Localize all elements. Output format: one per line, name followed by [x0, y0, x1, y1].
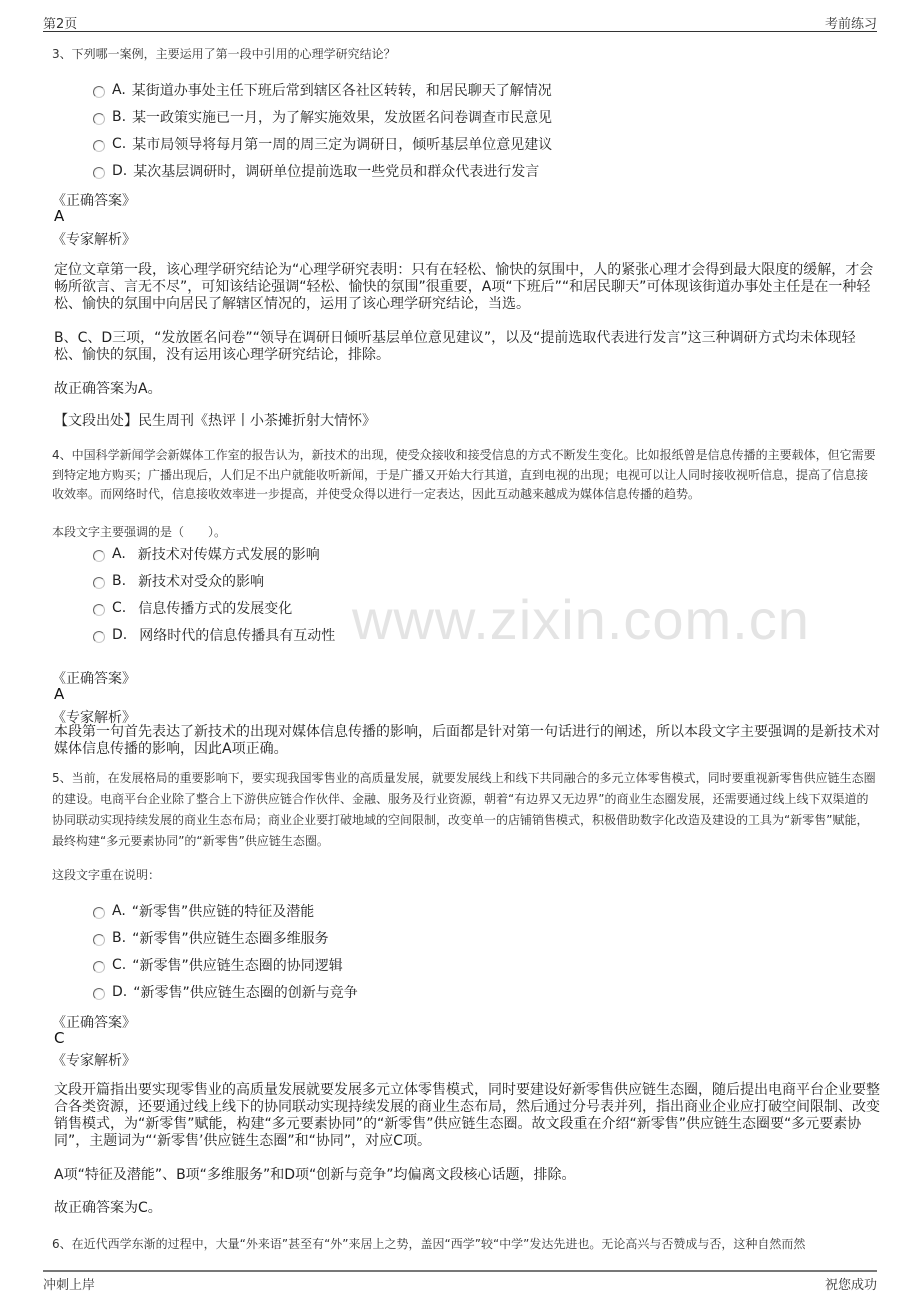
- radio-icon[interactable]: [93, 550, 105, 562]
- question-5-stem: 5、当前，在发展格局的重要影响下，要实现我国零售业的高质量发展，就要发展线上和线下共同融合的多元立体零售模式，同时要重视新零售供应链生态圈的建设。电商平台企业除了整合上下游供应链合作伙伴、金融、服务及行业资源，朝着“有边界又无边界”的商业生态圈发展，还需要通过线上线下双渠道的协同联动实现持续发展的商业生态布局；商业企业要打破地域的空间限制，改变单一的店铺销售模式，积极借助数字化改造及建设的工具为“新零售”赋能，最终构建“多元要素协同”的“新零售”供应链生态圈。: [52, 771, 876, 848]
- question-4-analysis-label: 《专家解析》: [52, 710, 136, 726]
- radio-icon[interactable]: [93, 604, 105, 616]
- question-5-analysis-label: 《专家解析》: [52, 1053, 136, 1069]
- question-5-analysis-p3: 故正确答案为C。: [54, 1200, 162, 1216]
- question-3-analysis-label: 《专家解析》: [52, 232, 136, 248]
- radio-icon[interactable]: [93, 988, 105, 1000]
- radio-icon[interactable]: [93, 113, 105, 125]
- question-3-answer-label: 《正确答案》: [52, 193, 136, 209]
- radio-icon[interactable]: [93, 907, 105, 919]
- footer-left-text: 冲刺上岸: [43, 1278, 96, 1293]
- question-4-option-a[interactable]: A. 新技术对传媒方式发展的影响: [93, 543, 320, 565]
- question-3-analysis-p2: B、C、D三项，“发放匿名问卷”“领导在调研日倾听基层单位意见建议”，以及“提前选取代表进行发言”这三种调研方式均未体现轻松、愉快的氛围，没有运用该心理学研究结论，排除。: [54, 330, 856, 363]
- question-5-option-b[interactable]: B. “新零售”供应链生态圈多维服务: [93, 927, 329, 949]
- question-4-option-b[interactable]: B. 新技术对受众的影响: [93, 570, 264, 592]
- page-number: 第2页: [43, 17, 78, 32]
- radio-icon[interactable]: [93, 86, 105, 98]
- radio-icon[interactable]: [93, 934, 105, 946]
- question-3-option-b[interactable]: B. 某一政策实施已一月，为了解实施效果，发放匿名问卷调查市民意见: [93, 106, 552, 128]
- radio-icon[interactable]: [93, 961, 105, 973]
- question-3-analysis-p3: 故正确答案为A。: [54, 381, 162, 397]
- question-4-answer: A: [54, 685, 65, 703]
- footer-right-text: 祝您成功: [824, 1278, 877, 1293]
- question-5-analysis-p2: A项“特征及潜能”、B项“多维服务”和D项“创新与竞争”均偏离文段核心话题，排除。: [54, 1167, 576, 1183]
- question-3-analysis-p1: 定位文章第一段，该心理学研究结论为“心理学研究表明：只有在轻松、愉快的氛围中，人的紧张心理才会得到最大限度的缓解，才会畅所欲言、言无不尽”，可知该结论强调“轻松、愉快的氛围”很重要，A项“下班后”“和居民聊天”可体现该街道办事处主任是在一种轻松、愉快的氛围中向居民了解辖区情况的，运用了该心理学研究结论，当选。: [54, 262, 874, 312]
- radio-icon[interactable]: [93, 631, 105, 643]
- page-footer: [43, 1270, 877, 1293]
- question-4-option-c[interactable]: C. 信息传播方式的发展变化: [93, 597, 292, 619]
- question-4-option-d[interactable]: D. 网络时代的信息传播具有互动性: [93, 624, 335, 646]
- question-5-option-c[interactable]: C. “新零售”供应链生态圈的协同逻辑: [93, 954, 343, 976]
- page-header: [43, 12, 877, 32]
- question-5-option-a[interactable]: A. “新零售”供应链的特征及潜能: [93, 900, 314, 922]
- watermark: www.zixin.com.cn: [352, 588, 810, 651]
- radio-icon[interactable]: [93, 140, 105, 152]
- question-4-analysis-p1: 本段第一句首先表达了新技术的出现对媒体信息传播的影响，后面都是针对第一句话进行的阐述，所以本段文字主要强调的是新技术对媒体信息传播的影响，因此A项正确。: [54, 724, 880, 757]
- header-title: 考前练习: [824, 17, 877, 32]
- question-4-stem: 4、中国科学新闻学会新媒体工作室的报告认为，新技术的出现，使受众接收和接受信息的方式不断发生变化。比如报纸曾是信息传播的主要载体，但它需要到特定地方购买；广播出现后，人们足不出户就能收听新闻，于是广播又开始大行其道，直到电视的出现；电视可以让人同时接收视听信息，提高了信息接收效率。而网络时代，信息接收效率进一步提高，并使受众得以进行一定表达，因此互动越来越成为媒体信息传播的趋势。: [52, 448, 876, 501]
- question-3-answer: A: [54, 207, 65, 225]
- question-4-prompt: 本段文字主要强调的是（ ）。: [52, 525, 227, 539]
- question-3-option-c[interactable]: C. 某市局领导将每月第一周的周三定为调研日，倾听基层单位意见建议: [93, 133, 552, 155]
- question-3-source: 【文段出处】民生周刊《热评丨小茶摊折射大情怀》: [54, 413, 376, 429]
- question-5-answer: C: [54, 1029, 65, 1047]
- radio-icon[interactable]: [93, 577, 105, 589]
- question-5-analysis-p1: 文段开篇指出要实现零售业的高质量发展就要发展多元立体零售模式，同时要建设好新零售供应链生态圈，随后提出电商平台企业要整合各类资源，还要通过线上线下的协同联动实现持续发展的商业生态布局，然后通过分号表并列，指出商业企业应打破空间限制、改变销售模式，为“新零售”赋能，构建“多元要素协同”的“新零售”供应链生态圈。故文段重在介绍“新零售”供应链生态圈要“多元要素协同”，主题词为“‘新零售’供应链生态圈”和“协同”，对应C项。: [54, 1082, 880, 1149]
- radio-icon[interactable]: [93, 167, 105, 179]
- question-5-answer-label: 《正确答案》: [52, 1015, 136, 1031]
- question-5-option-d[interactable]: D. “新零售”供应链生态圈的创新与竞争: [93, 981, 358, 1003]
- question-3-stem: 3、下列哪一案例，主要运用了第一段中引用的心理学研究结论？: [52, 47, 396, 61]
- question-4-answer-label: 《正确答案》: [52, 671, 136, 687]
- question-3-option-a[interactable]: A. 某街道办事处主任下班后常到辖区各社区转转，和居民聊天了解情况: [93, 79, 552, 101]
- question-3-option-d[interactable]: D. 某次基层调研时，调研单位提前选取一些党员和群众代表进行发言: [93, 160, 539, 182]
- question-5-prompt: 这段文字重在说明：: [52, 868, 161, 882]
- question-6-stem: 6、在近代西学东渐的过程中，大量“外来语”甚至有“外”来居上之势，盖因“西学”较“中学”发达先进也。无论高兴与否赞成与否，这种自然而然: [52, 1237, 806, 1251]
